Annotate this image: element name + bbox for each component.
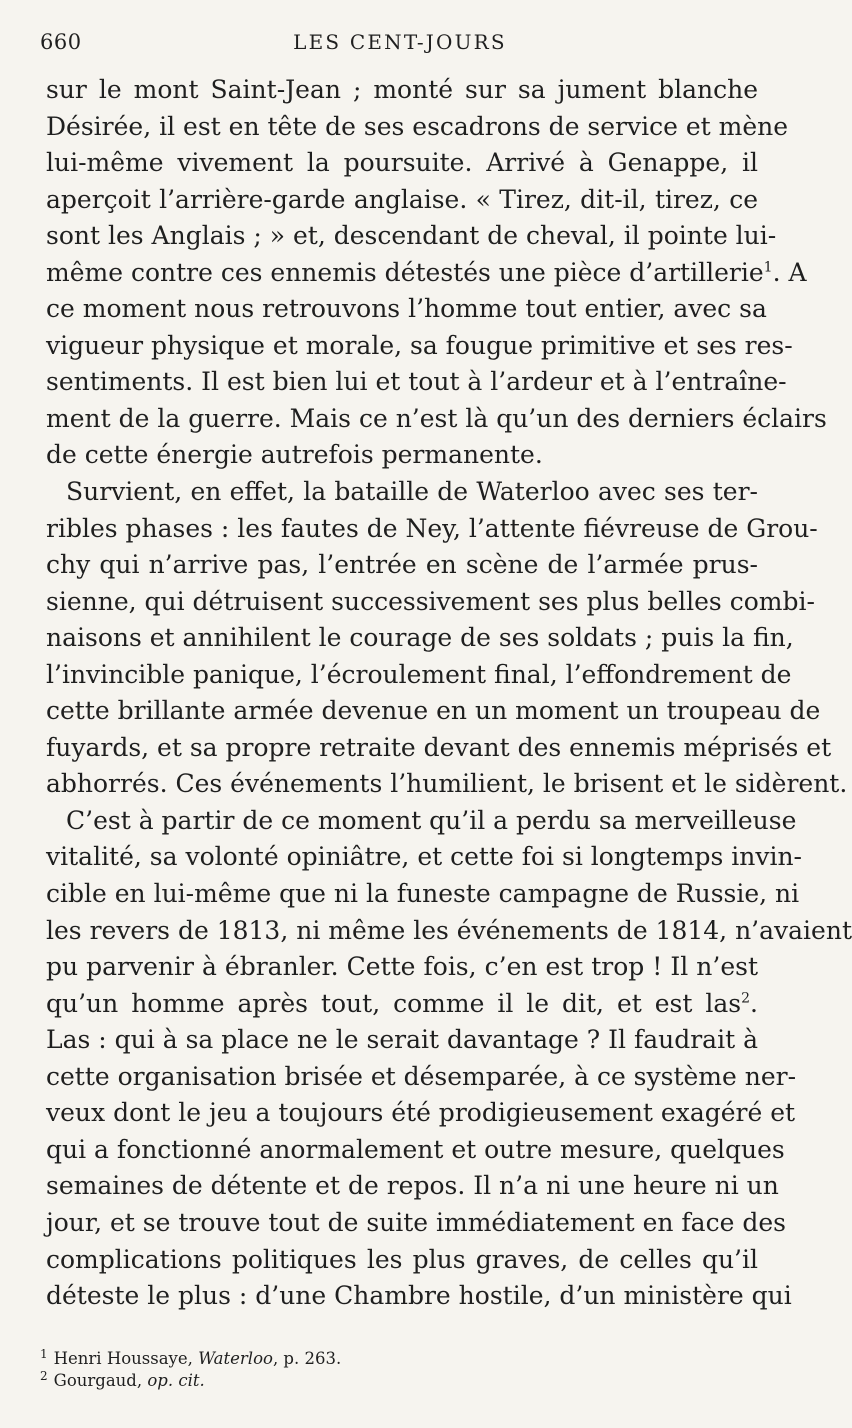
line-text: sont les Anglais ; » et, descendant de cheval, il pointe lui- (46, 221, 777, 251)
text-line (46, 547, 758, 584)
line-text: jour, et se trouve tout de suite immédiatement en face des (46, 1207, 786, 1237)
text-line (46, 291, 767, 328)
footnote-mark: 2 (40, 1368, 48, 1383)
text-line (46, 730, 832, 767)
line-text: de cette énergie autrefois permanente. (46, 440, 543, 470)
line-text: cette brillante armée devenue en un moment un troupeau de (46, 696, 821, 726)
line-text: sienne, qui détruisent successivement ses plus belles combi- (46, 586, 815, 616)
line-text: ce moment nous retrouvons l’homme tout entier, avec sa (46, 294, 767, 324)
text-line (46, 1059, 797, 1096)
footnote-reference: 2 (741, 990, 751, 1007)
text-line (46, 109, 789, 146)
line-text: chy qui n’arrive pas, l’entrée en scène de l’armée prus- (46, 550, 758, 580)
text-line (46, 145, 758, 182)
text-line (46, 693, 821, 730)
text-line (46, 620, 794, 657)
text-line (46, 584, 815, 621)
line-text: ment de la guerre. Mais ce n’est là qu’un des derniers éclairs (46, 403, 827, 433)
text-line (46, 182, 758, 219)
line-text: sur le mont Saint-Jean ; monté sur sa jument blanche (46, 75, 758, 104)
footnote (40, 1370, 760, 1392)
text-line (46, 657, 792, 694)
text-line (46, 1242, 758, 1279)
line-text: Survient, en effet, la bataille de Waterloo avec ses ter- (66, 477, 758, 507)
line-text: qui a fonctionné anormalement et outre mesure, quelques (46, 1134, 785, 1164)
text-line (46, 839, 803, 876)
text-line (46, 1168, 779, 1205)
line-text: qu’un homme après tout, comme il le dit, et est las (46, 988, 742, 1018)
line-text: fuyards, et sa propre retraite devant des ennemis méprisés et (46, 732, 832, 762)
footnote-text-after: , p. 263. (272, 1349, 342, 1368)
footnote-reference: 1 (763, 259, 773, 276)
line-text: C’est à partir de ce moment qu’il a perdu sa merveilleuse (66, 805, 797, 835)
text-line (46, 511, 818, 548)
text-line (46, 218, 777, 255)
footnote-citation-title: op. cit. (147, 1371, 205, 1390)
line-text: semaines de détente et de repos. Il n’a ni une heure ni un (46, 1171, 779, 1201)
line-text: l’invincible panique, l’écroulement final, l’effondrement de (46, 659, 792, 689)
line-text: lui-même vivement la poursuite. Arrivé à Genappe, il (46, 148, 758, 178)
line-text: même contre ces ennemis détestés une pièce d’artillerie (46, 257, 764, 287)
footnote-citation-title: Waterloo (198, 1349, 273, 1368)
text-line (46, 328, 793, 365)
text-line (46, 437, 758, 474)
text-line (46, 72, 758, 109)
line-text: vigueur physique et morale, sa fougue primitive et ses res- (46, 330, 793, 360)
line-text: sentiments. Il est bien lui et tout à l’ardeur et à l’entraîne- (46, 367, 787, 397)
text-line (46, 474, 758, 511)
line-text: abhorrés. Ces événements l’humilient, le brisent et le sidèrent. (46, 769, 848, 799)
line-text: naisons et annihilent le courage de ses soldats ; puis la fin, (46, 623, 794, 653)
line-text: déteste le plus : d’une Chambre hostile, d’un ministère qui (46, 1281, 792, 1311)
text-line (46, 364, 787, 401)
line-text: aperçoit l’arrière-garde anglaise. « Tirez, dit-il, tirez, ce (46, 184, 758, 214)
line-text: complications politiques les plus graves, de celles qu’il (46, 1244, 758, 1274)
text-line (46, 1205, 786, 1242)
text-line (46, 803, 797, 840)
line-text-after-reference: . A (772, 257, 807, 287)
footnote (40, 1348, 760, 1370)
text-line (46, 401, 827, 438)
line-text-after-reference: . (750, 988, 758, 1018)
text-line (46, 1278, 792, 1315)
text-line (46, 1022, 758, 1059)
line-text: Las : qui à sa place ne le serait davantage ? Il faudrait à (46, 1025, 758, 1055)
line-text: cible en lui-même que ni la funeste campagne de Russie, ni (46, 879, 800, 909)
text-line (46, 986, 758, 1023)
body-text (46, 72, 852, 1315)
page-number: 660 (40, 30, 82, 54)
line-text: veux dont le jeu a toujours été prodigieusement exagéré et (46, 1098, 796, 1128)
text-line (46, 766, 848, 803)
line-text: pu parvenir à ébranler. Cette fois, c’en est trop ! Il n’est (46, 952, 758, 982)
footnotes (40, 1348, 760, 1392)
footnote-text: Gourgaud, (53, 1371, 148, 1390)
footnote-mark: 1 (40, 1346, 48, 1361)
running-title: LES CENT-JOURS (293, 30, 507, 54)
line-text: cette organisation brisée et désemparée, à ce système ner- (46, 1061, 797, 1091)
text-line (46, 255, 807, 292)
line-text: les revers de 1813, ni même les événements de 1814, n’avaient (46, 915, 852, 945)
text-line (46, 876, 800, 913)
text-line (46, 949, 758, 986)
footnote-text: Henri Houssaye, (53, 1349, 199, 1368)
text-line (46, 1132, 785, 1169)
line-text: vitalité, sa volonté opiniâtre, et cette foi si longtemps invin- (46, 842, 803, 872)
line-text: ribles phases : les fautes de Ney, l’attente fiévreuse de Grou- (46, 513, 818, 543)
page-header (0, 26, 800, 60)
text-line (46, 1095, 796, 1132)
line-text: Désirée, il est en tête de ses escadrons de service et mène (46, 111, 789, 141)
text-line (46, 913, 852, 950)
